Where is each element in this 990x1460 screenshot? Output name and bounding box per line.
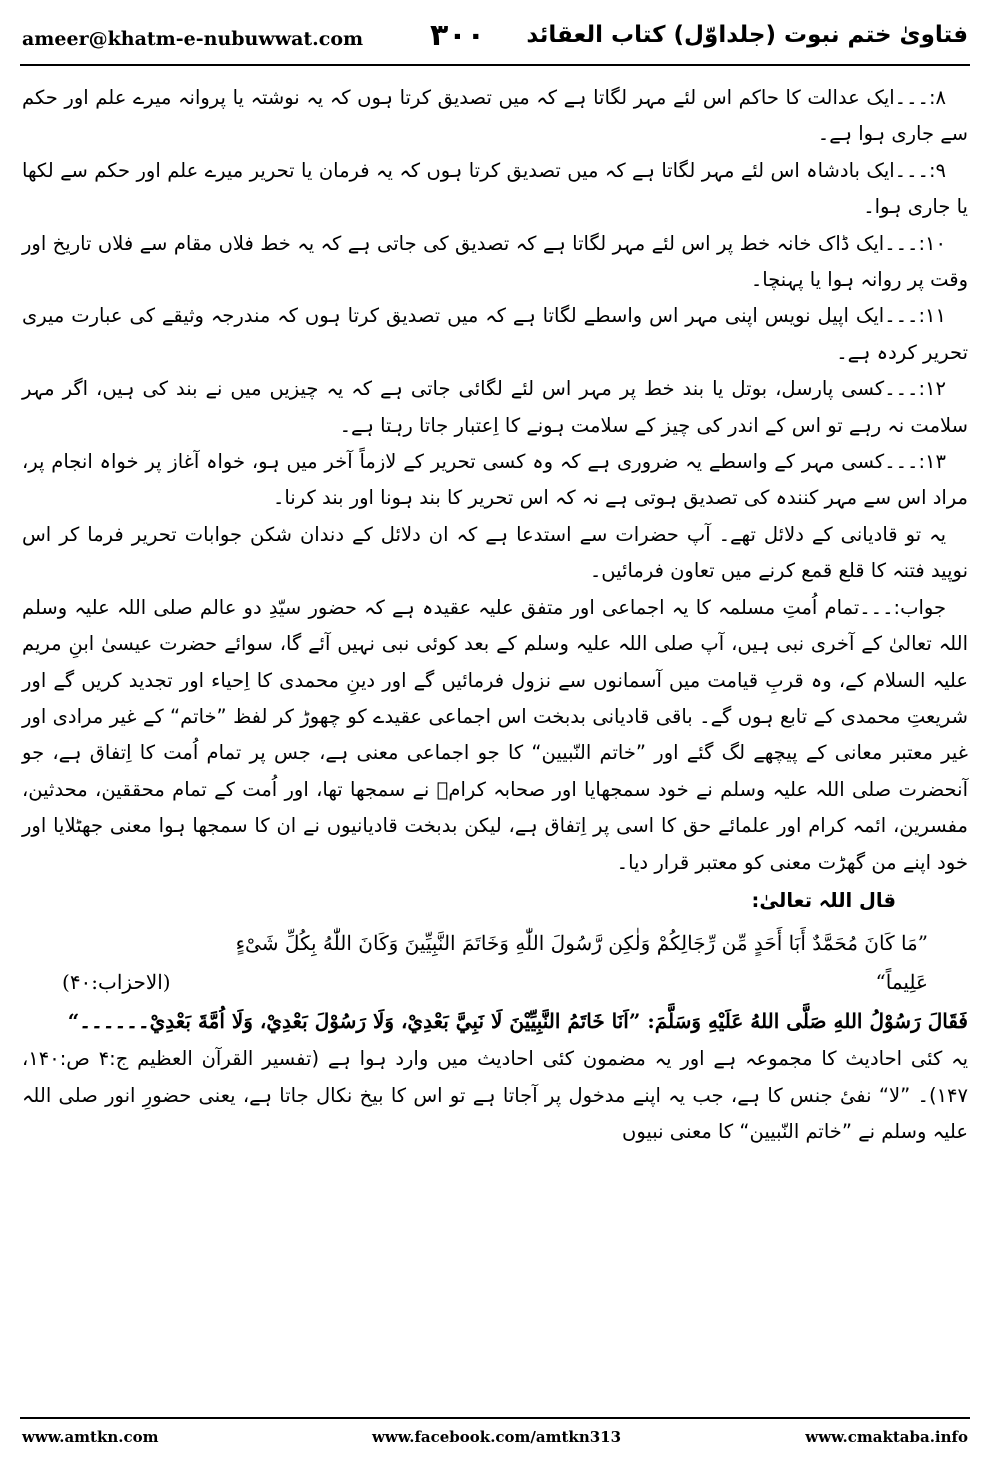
quote-heading: قال اللہ تعالیٰ: — [751, 888, 896, 912]
answer-paragraph: جواب:۔۔۔تمام اُمتِ مسلمہ کا یہ اجماعی اور متفق علیہ عقیدہ ہے کہ حضور سیّدِ دو عالم صلی اللہ علیہ وسلم اللہ تعالیٰ کے آخری نبی ہیں، آپ صلی اللہ علیہ وسلم کے بعد کوئی نبی نہیں آئے گا، سوائے حضرت عیسیٰ ابنِ مریم علیہ السلام کے، وہ قربِ قیامت میں آسمانوں سے نزول فرمائیں گے اور دینِ محمدی کا اِحیاء اور تجدید کریں گے اور شریعتِ محمدی کے تابع ہوں گے۔ باقی قادیانی بدبخت اس اجماعی عقیدے کو چھوڑ کر لفظ ”خاتم“ کے غیر مرادی اور غیر معتبر معانی کے پیچھے لگ گئے اور ”خاتم النّبیین“ کا جو اجماعی معنی ہے، جس پر تمام اُمت کا اِتفاق ہے، جو آنحضرت صلی اللہ علیہ وسلم نے خود سمجھایا اور صحابہ کرامؓ نے سمجھا تھا، اور اُمت کے تمام محققین، محدثین، مفسرین، ائمہ کرام اور علمائے حق کا اسی پر اِتفاق ہے، لیکن بدبخت قادیانیوں نے ان کا سمجھا ہوا معنی جھٹلایا اور خود اپنے من گھڑت معنی کو معتبر قرار دیا۔ — [22, 595, 968, 874]
page-footer — [0, 1428, 990, 1452]
page-number: ۳۰۰ — [430, 18, 485, 53]
paragraph-9: ۹:۔۔۔ایک بادشاہ اس لئے مہر لگاتا ہے کہ میں تصدیق کرتا ہوں کہ یہ فرمان یا تحریر میرے علم اور حکم سے لکھا یا جاری ہوا۔ — [22, 158, 968, 219]
footer-link-cmaktaba[interactable]: www.cmaktaba.info — [805, 1428, 968, 1446]
paragraph-11: ۱۱:۔۔۔ایک اپیل نویس اپنی مہر اس واسطے لگاتا ہے کہ میں تصدیق کرتا ہوں کہ مندرجہ وثیقے کی عبارت میری تحریر کردہ ہے۔ — [22, 304, 968, 364]
request-paragraph: یہ تو قادیانی کے دلائل تھے۔ آپ حضرات سے استدعا ہے کہ ان دلائل کے دندان شکن جوابات تحریر فرما کر اس نوپید فتنہ کا قلع قمع کرنے میں تعاون فرمائیں۔ — [22, 522, 968, 583]
header-email: ameer@khatm-e-nubuwwat.com — [22, 28, 364, 50]
quran-reference: (الاحزاب:۴۰) — [62, 970, 171, 995]
footer-link-amtkn[interactable]: www.amtkn.com — [22, 1428, 159, 1446]
header-rule — [20, 64, 970, 66]
footer-rule — [20, 1417, 970, 1419]
paragraph-12: ۱۲:۔۔۔کسی پارسل، بوتل یا بند خط پر مہر اس لئے لگائی جاتی ہے کہ یہ چیزیں میں نے بند کی ہیں، اگر مہر سلامت نہ رہے تو اس کے اندر کی چیز کے سلامت ہونے کا اِعتبار جاتا رہتا ہے۔ — [22, 377, 968, 437]
footer-link-facebook[interactable]: www.facebook.com/amtkn313 — [372, 1428, 622, 1446]
closing-paragraph: یہ کئی احادیث کا مجموعہ ہے اور یہ مضمون کئی احادیث میں وارد ہوا ہے (تفسیر القرآن العظیم ج:۴ ص:۱۴۰، ۱۴۷)۔ ”لا“ نفیٔ جنس کا ہے، جب یہ اپنے مدخول پر آجاتا ہے تو اس کا بیخ نکال جاتا ہے، یعنی حضورِ انور صلی اللہ علیہ وسلم نے ”خاتم النّبیین“ کا معنی نبیوں — [22, 1047, 968, 1144]
quran-verse: ”مَا كَانَ مُحَمَّدٌ أَبَا أَحَدٍ مِّن رِّجَالِكُمْ وَلٰكِن رَّسُولَ اللّٰهِ وَخَاتَمَ النَّبِيِّينَ وَكَانَ اللّٰهُ بِكُلِّ شَىْءٍ — [235, 931, 928, 956]
paragraph-13: ۱۳:۔۔۔کسی مہر کے واسطے یہ ضروری ہے کہ وہ کسی تحریر کے لازماً آخر میں ہو، خواہ آغاز پر خواہ انجام پر، مراد اس سے مہر کنندہ کی تصدیق ہوتی ہے نہ کہ اس تحریر کا بند ہونا اور بند کرنا۔ — [22, 450, 968, 510]
hadith-text: فَقَالَ رَسُوْلُ اللهِ صَلَّى اللهُ عَلَيْهِ وَسَلَّمَ: ”اَنَا خَاتَمُ النَّبِيِّيْنَ لَا نَبِيَّ بَعْدِيْ، وَلَا رَسُوْلَ بَعْدِيْ، وَلَا اُمَّةَ بَعْدِيْ۔۔۔۔۔۔“ — [67, 1009, 968, 1034]
quran-verse-end — [22, 963, 968, 1001]
page-header — [0, 0, 990, 70]
page-body — [22, 80, 968, 1151]
paragraph-10: ۱۰:۔۔۔ایک ڈاک خانہ خط پر اس لئے مہر لگاتا ہے کہ تصدیق کی جاتی ہے کہ یہ خط فلاں مقام سے فلاں تاریخ اور وقت پر روانہ ہوا یا پہنچا۔ — [22, 231, 968, 292]
book-title: فتاویٰ ختم نبوت (جلداوّل) کتاب العقائد — [526, 22, 968, 48]
paragraph-8: ۸:۔۔۔ایک عدالت کا حاکم اس لئے مہر لگاتا ہے کہ میں تصدیق کرتا ہوں کہ یہ نوشتہ یا پروانہ میرے علم اور حکم سے جاری ہوا ہے۔ — [22, 86, 968, 146]
quran-verse-ending: عَلِيماً“ — [875, 970, 928, 995]
